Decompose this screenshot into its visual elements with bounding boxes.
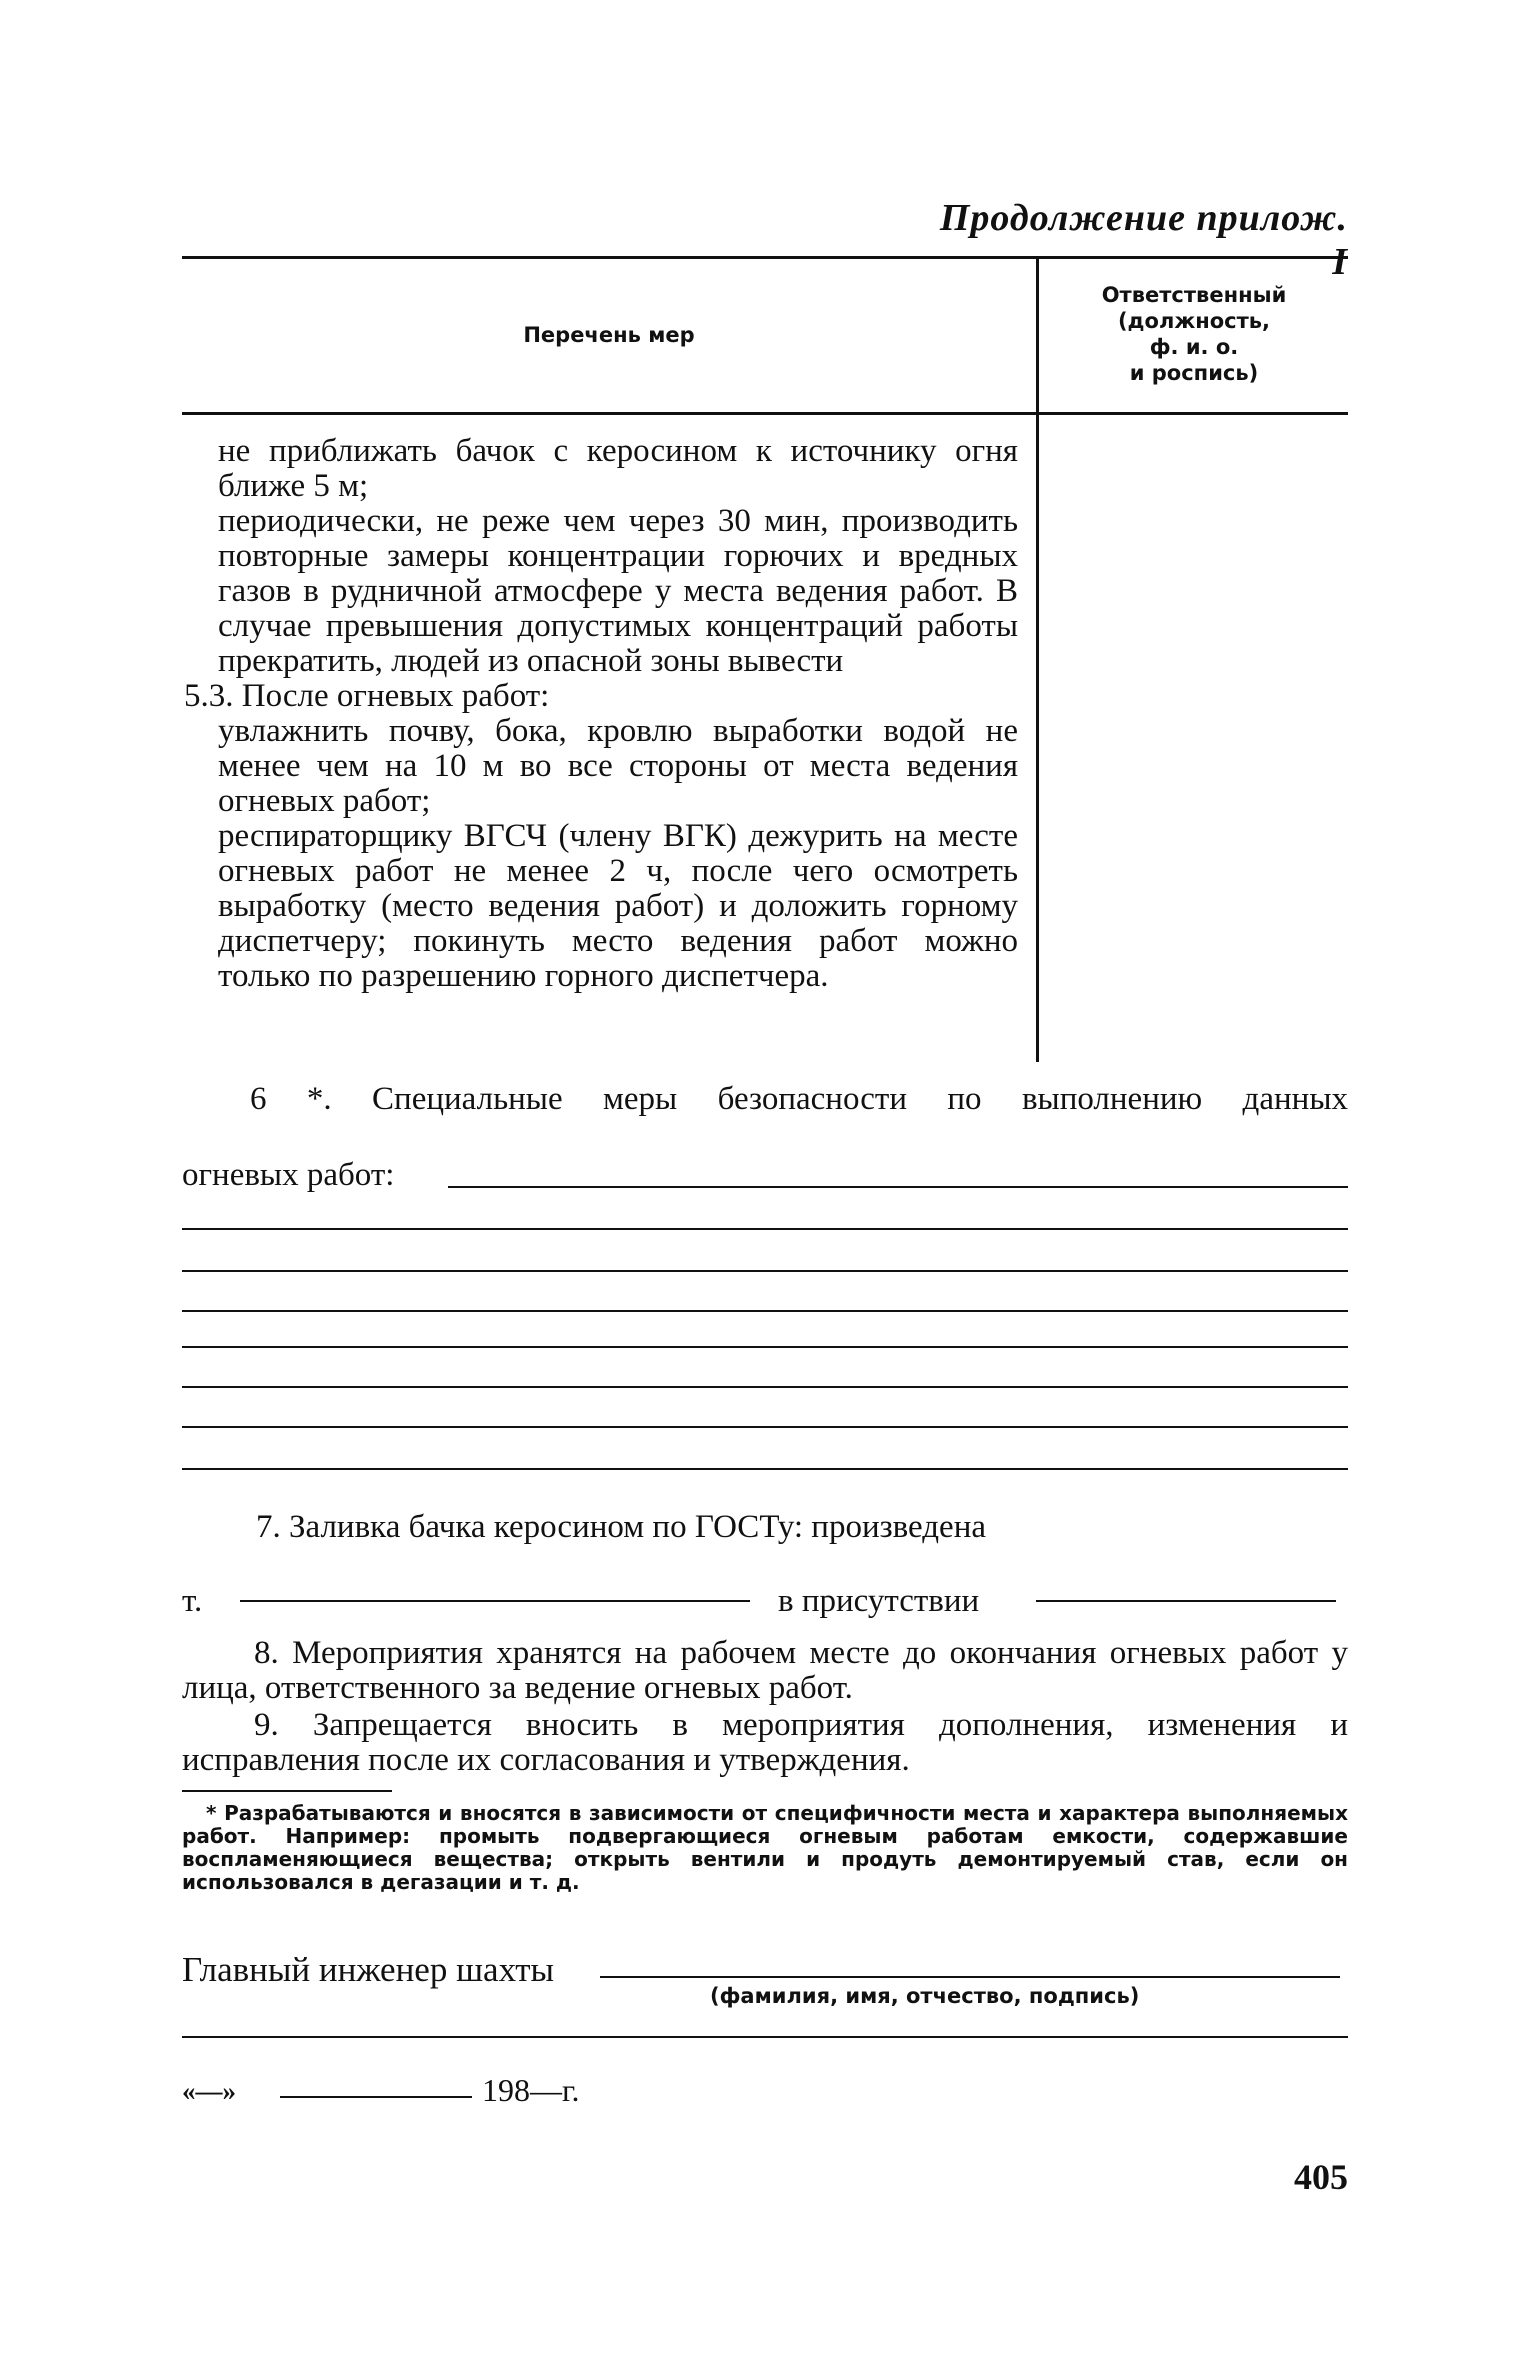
date-quote: «—»	[182, 2076, 236, 2106]
continuation-title: Продолжение прилож. I	[939, 197, 1348, 283]
signature-label: Главный инженер шахты	[182, 1950, 555, 1989]
fill-line	[240, 1600, 750, 1602]
measure-gas-checks: периодически, не реже чем через 30 мин, производить повторные замеры концентрации горючих и вредных газов в рудничной атмосфере у места ведения работ. В случае превышения допустимых концентраций работы прекратить, людей из опасной зоны вывести	[218, 503, 1018, 679]
item-8: 8. Мероприятия хранятся на рабочем месте до окончания огневых работ у лица, ответственного за ведение огневых работ.	[182, 1635, 1348, 1706]
signature-rule	[182, 2036, 1348, 2038]
table-column-divider	[1036, 256, 1039, 1062]
fill-line	[448, 1186, 1348, 1188]
item-6-line-2: огневых работ:	[182, 1157, 395, 1193]
responsible-line-4: и роспись)	[1129, 361, 1259, 385]
fill-line	[182, 1346, 1348, 1348]
date-year: 198—г.	[482, 2072, 580, 2108]
responsible-line-1: Ответственный	[1101, 283, 1287, 307]
column-header-responsible	[1040, 282, 1348, 386]
fill-line	[182, 1310, 1348, 1312]
item-9: 9. Запрещается вносить в мероприятия дополнения, изменения и исправления после их согласования и утверждения.	[182, 1707, 1348, 1778]
item-7-prefix: т.	[182, 1583, 203, 1619]
date-fill-line	[280, 2096, 472, 2098]
fill-line	[182, 1468, 1348, 1470]
fill-line	[1036, 1600, 1336, 1602]
item-7-presence: в присутствии	[778, 1583, 980, 1619]
column-header-measures: Перечень мер	[523, 323, 695, 347]
fill-line	[182, 1386, 1348, 1388]
fill-line	[182, 1270, 1348, 1272]
footnote: * Разрабатываются и вносятся в зависимости от специфичности места и характера выполняемых работ. Например: промыть подвергающиеся огневым работам емкости, содержавшие воспламеняющиеся вещества; открыть вентили и продуть демонтируемый став, если он использовался в дегазации и т. д.	[182, 1801, 1348, 1894]
responsible-line-3: ф. и. о.	[1149, 335, 1239, 359]
measure-wet-soil: увлажнить почву, бока, кровлю выработки водой не менее чем на 10 м во все стороны от места ведения огневых работ;	[218, 713, 1018, 819]
measures-list	[184, 433, 1018, 994]
table-header-rule	[182, 412, 1348, 415]
footnote-rule	[182, 1790, 392, 1792]
signature-line	[600, 1976, 1340, 1978]
item-7-line-1: 7. Заливка бачка керосином по ГОСТу: произведена	[256, 1509, 987, 1545]
table-top-rule	[182, 256, 1348, 259]
section-5-3: 5.3. После огневых работ:	[184, 678, 550, 714]
page-number: 405	[1294, 2157, 1348, 2197]
fill-line	[182, 1228, 1348, 1230]
signature-caption: (фамилия, имя, отчество, подпись)	[710, 1984, 1140, 2008]
item-6-line-1: 6 *. Специальные меры безопасности по выполнению данных	[250, 1081, 1348, 1117]
responsible-line-2: (должность,	[1117, 309, 1271, 333]
fill-line	[182, 1426, 1348, 1428]
measure-kerosene-distance: не приближать бачок с керосином к источнику огня ближе 5 м;	[218, 433, 1018, 504]
measure-rescuer-duty: респираторщику ВГСЧ (члену ВГК) дежурить на месте огневых работ не менее 2 ч, после чего осмотреть выработку (место ведения работ) и доложить горному диспетчеру; покинуть место ведения работ можно только по разрешению горного диспетчера.	[218, 818, 1018, 994]
